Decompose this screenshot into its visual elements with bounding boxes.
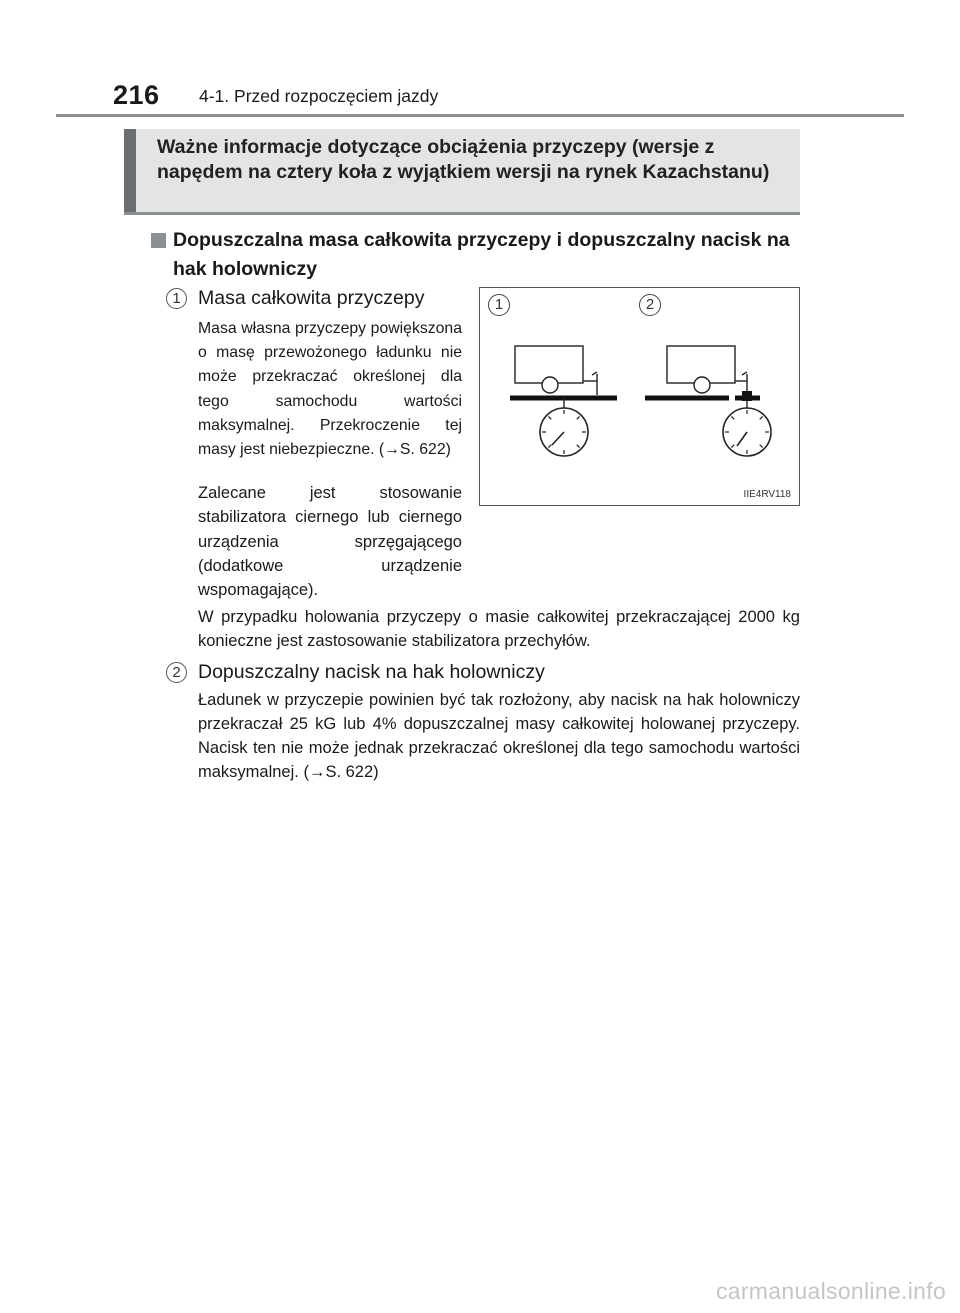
item-2-title: Dopuszczalny nacisk na hak holowniczy xyxy=(198,661,545,683)
page-number: 216 xyxy=(113,80,160,110)
banner-accent-bar xyxy=(124,129,136,212)
header-rule xyxy=(56,114,904,117)
trailer-load-figure xyxy=(479,287,800,506)
item-1-paragraph-1: Masa własna przyczepy powiększona o masę przewożonego ładunku nie może przekraczać określonej dla tego samochodu wartości maksymalnej. Przekroczenie tej masy jest niebezpieczne. (→S. 622) xyxy=(198,320,462,459)
trailer-wheel-right xyxy=(694,377,710,393)
item-1-paragraph-3: W przypadku holowania przyczepy o masie całkowitej przekraczającej 2000 kg konieczne jest zastosowanie stabilizatora przechyłów. xyxy=(198,608,800,650)
figure-label-2: 2 xyxy=(639,294,661,316)
trailer-wheel-left xyxy=(542,377,558,393)
item-1-number-badge: 1 xyxy=(166,288,187,309)
figure-label-1: 1 xyxy=(488,294,510,316)
banner-title: Ważne informacje dotyczące obciążenia przyczepy (wersje z napędem na cztery koła z wyjątkiem wersji na rynek Kazachstanu) xyxy=(157,136,770,183)
watermark: carmanualsonline.info xyxy=(715,1278,946,1304)
chapter-title: 4-1. Przed rozpoczęciem jazdy xyxy=(199,86,439,106)
item-2-number-badge: 2 xyxy=(166,662,187,683)
section-title: Dopuszczalna masa całkowita przyczepy i dopuszczalny nacisk na hak holowniczy xyxy=(173,229,790,280)
info-banner xyxy=(124,129,800,215)
item-2-paragraph-1: Ładunek w przyczepie powinien być tak rozłożony, aby nacisk na hak holowniczy przekraczał 25 kG lub 4% dopuszczalnej masy całkowitej holowanej przyczepy. Nacisk ten nie może jednak przekraczać określonej dla tego samochodu wartości maksymalnej. (→S. 622) xyxy=(198,691,800,781)
section-square-icon xyxy=(151,233,166,248)
trailer-scale-illustration xyxy=(480,288,801,507)
figure-code: IIE4RV118 xyxy=(743,489,791,500)
item-1-title: Masa całkowita przyczepy xyxy=(198,287,425,309)
item-1-paragraph-2: Zalecane jest stosowanie stabilizatora ciernego lub ciernego urządzenia sprzęgającego (dodatkowe urządzenie wspomagające). xyxy=(198,484,462,600)
